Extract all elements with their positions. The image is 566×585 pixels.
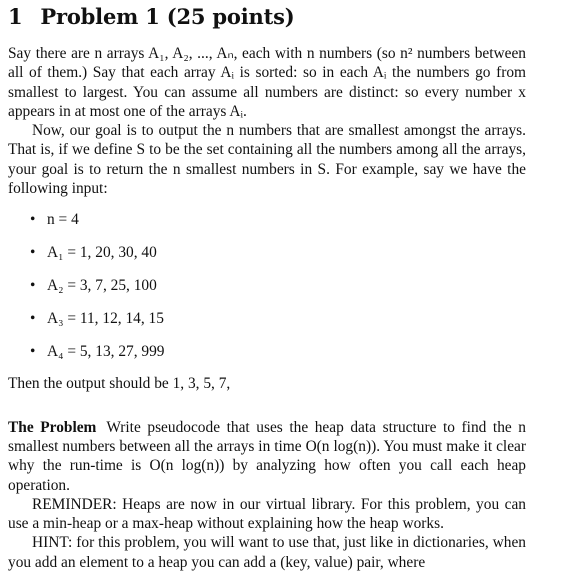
section-number: 1 [8, 4, 23, 29]
bullet-icon: • [30, 244, 36, 262]
intro-paragraph-2: Now, our goal is to output the n numbers that are smallest amongst the arrays. That is, if we define S to be the set containing all the numbers among all the arrays, your goal is to return the n smallest numbers in S. For example, say we have the following input: [8, 122, 526, 198]
section-heading [8, 0, 526, 39]
list-item [30, 243, 526, 262]
bullet-icon: • [30, 343, 36, 361]
bullet-icon: • [30, 277, 36, 295]
input-array-4: A₄ = 5, 13, 27, 999 [47, 343, 165, 361]
list-item [30, 210, 526, 229]
list-item [30, 276, 526, 295]
example-input-list [8, 210, 526, 361]
problem-text: Write pseudocode that uses the heap data structure to find the n smallest numbers between all the arrays in time O(n log(n)). You must make it clear why the run-time is O(n log(n)) by analyzing how often you call each heap operation. [8, 418, 526, 494]
output-line: Then the output should be 1, 3, 5, 7, [8, 375, 231, 393]
input-array-2: A₂ = 3, 7, 25, 100 [47, 277, 157, 295]
list-item [30, 342, 526, 361]
list-item [30, 309, 526, 328]
bullet-icon: • [30, 310, 36, 328]
section-title: Problem 1 (25 points) [40, 4, 295, 29]
input-array-3: A₃ = 11, 12, 14, 15 [47, 310, 164, 328]
reminder-paragraph: REMINDER: Heaps are now in our virtual library. For this problem, you can use a min-heap or a max-heap without explaining how the heap works. [8, 495, 526, 533]
input-array-1: A₁ = 1, 20, 30, 40 [47, 244, 157, 262]
intro-paragraph-1: Say there are n arrays A₁, A₂, ..., Aₙ, each with n numbers (so n² numbers between all of them.) Say that each array Aᵢ is sorted: so in each Aᵢ the numbers go from smallest to largest. You can assume all numbers are distinct: so every number x appears in at most one of the arrays Aᵢ. [8, 45, 526, 120]
bullet-icon: • [30, 211, 36, 229]
hint-paragraph: HINT: for this problem, you will want to use that, just like in dictionaries, when you add an element to a heap you can add a (key, value) pair, where [8, 534, 526, 571]
problem-statement [8, 418, 526, 495]
input-n: n = 4 [47, 211, 79, 229]
problem-heading: The Problem [8, 418, 97, 436]
